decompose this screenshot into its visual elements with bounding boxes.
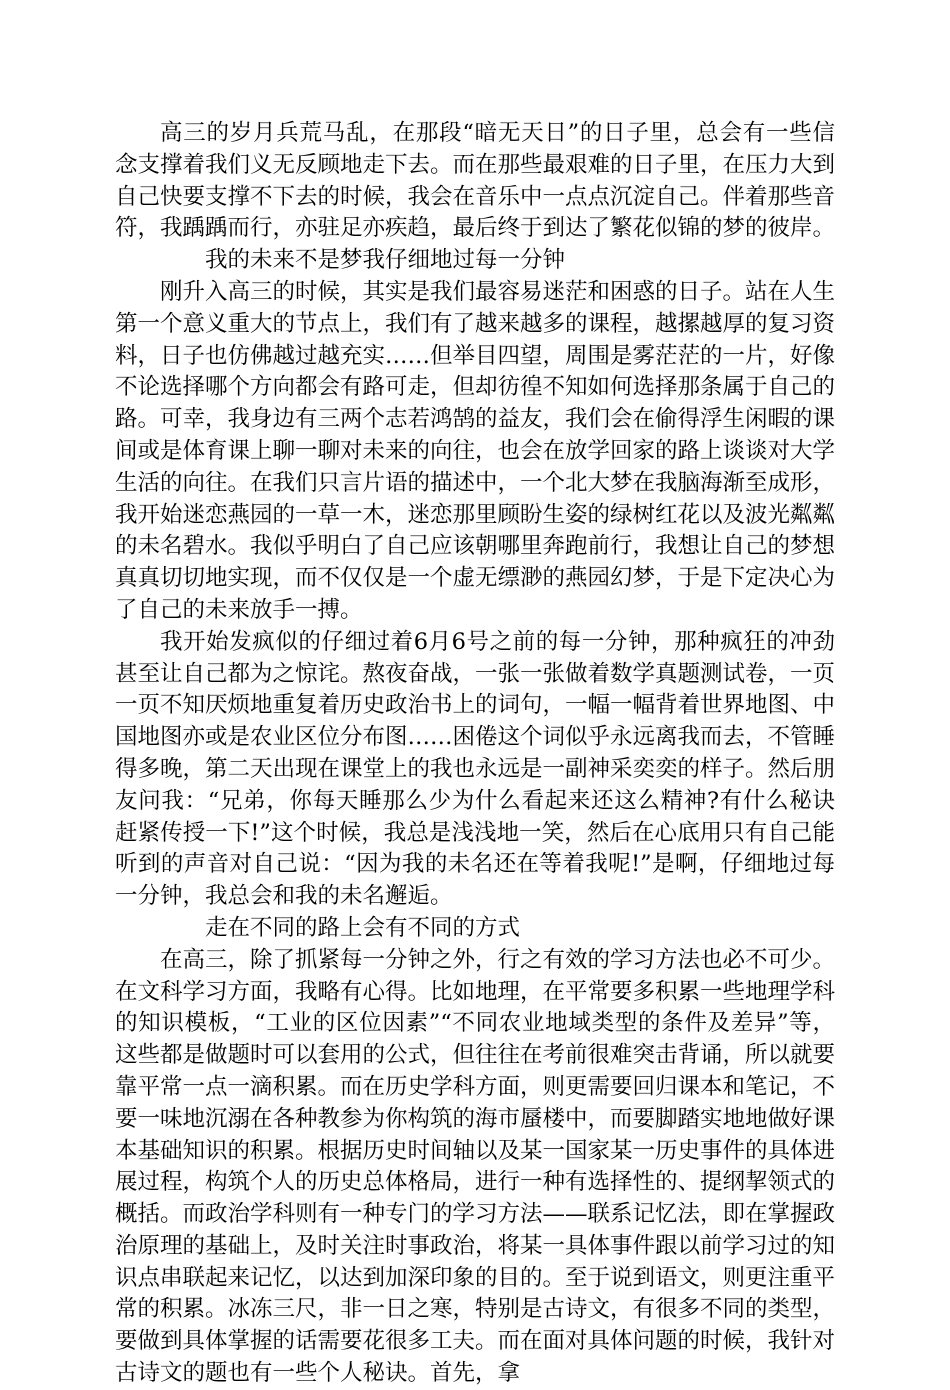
section-heading-dream: 我的未来不是梦我仔细地过每一分钟: [205, 247, 566, 274]
paragraph-every-minute: 我开始发疯似的仔细过着6月6号之前的每一分钟，那种疯狂的冲劲甚至让自己都为之惊诧。熬夜奋战，一张一张做着数学真题测试卷，一页一页不知厌烦地重复着历史政治书上的词句，一幅一幅背着世界地图、中国地图亦或是农业区位分布图……困倦这个词似乎永远离我而去，不管睡得多晚，第二天出现在课堂上的我也永远是一副神采奕奕的样子。然后朋友问我：“兄弟，你每天睡那么少为什么看起来还这么精神?有什么秘诀赶紧传授一下!”这个时候，我总是浅浅地一笑，然后在心底用只有自己能听到的声音对自己说：“因为我的未名还在等着我呢!”是啊，仔细地过每一分钟，我总会和我的未名邂逅。: [115, 628, 836, 910]
paragraph-senior-year-start: 刚升入高三的时候，其实是我们最容易迷茫和困惑的日子。站在人生第一个意义重大的节点上，我们有了越来越多的课程，越摞越厚的复习资料，日子也仿佛越过越充实……但举目四望，周围是雾茫茫的一片，好像不论选择哪个方向都会有路可走，但却彷徨不知如何选择那条属于自己的路。可幸，我身边有三两个志若鸿鹄的益友，我们会在偷得浮生闲暇的课间或是体育课上聊一聊对未来的向往，也会在放学回家的路上谈谈对大学生活的向往。在我们只言片语的描述中，一个北大梦在我脑海渐至成形，我开始迷恋燕园的一草一木，迷恋那里顾盼生姿的绿树红花以及波光粼粼的未名碧水。我似乎明白了自己应该朝哪里奔跑前行，我想让自己的梦想真真切切地实现，而不仅仅是一个虚无缥渺的燕园幻梦，于是下定决心为了自己的未来放手一搏。: [115, 278, 836, 623]
document-body: [115, 118, 835, 1390]
section-heading-different-ways: 走在不同的路上会有不同的方式: [205, 914, 521, 941]
paragraph-intro: 高三的岁月兵荒马乱，在那段“暗无天日”的日子里，总会有一些信念支撑着我们义无反顾地走下去。而在那些最艰难的日子里，在压力大到自己快要支撑不下去的时候，我会在音乐中一点点沉淀自己。伴着那些音符，我踽踽而行，亦驻足亦疾趋，最后终于到达了繁花似锦的梦的彼岸。: [115, 120, 836, 242]
paragraph-study-methods: 在高三，除了抓紧每一分钟之外，行之有效的学习方法也必不可少。在文科学习方面，我略有心得。比如地理，在平常要多积累一些地理学科的知识模板，“工业的区位因素”“不同农业地域类型的条件及差异”等，这些都是做题时可以套用的公式，但往往在考前很难突击背诵，所以就要靠平常一点一滴积累。而在历史学科方面，则更需要回归课本和笔记，不要一味地沉溺在各种教参为你构筑的海市蜃楼中，而要脚踏实地地做好课本基础知识的积累。根据历史时间轴以及某一国家某一历史事件的具体进展过程，构筑个人的历史总体格局，进行一种有选择性的、提纲挈领式的概括。而政治学科则有一种专门的学习方法——联系记忆法，即在掌握政治原理的基础上，及时关注时事政治，将某一具体事件跟以前学习过的知识点串联起来记忆，以达到加深印象的目的。至于说到语文，则更注重平常的积累。冰冻三尺，非一日之寒，特别是古诗文，有很多不同的类型，要做到具体掌握的话需要花很多工夫。而在面对具体问题的时候，我针对古诗文的题也有一些个人秘诀。首先，拿: [115, 946, 836, 1387]
